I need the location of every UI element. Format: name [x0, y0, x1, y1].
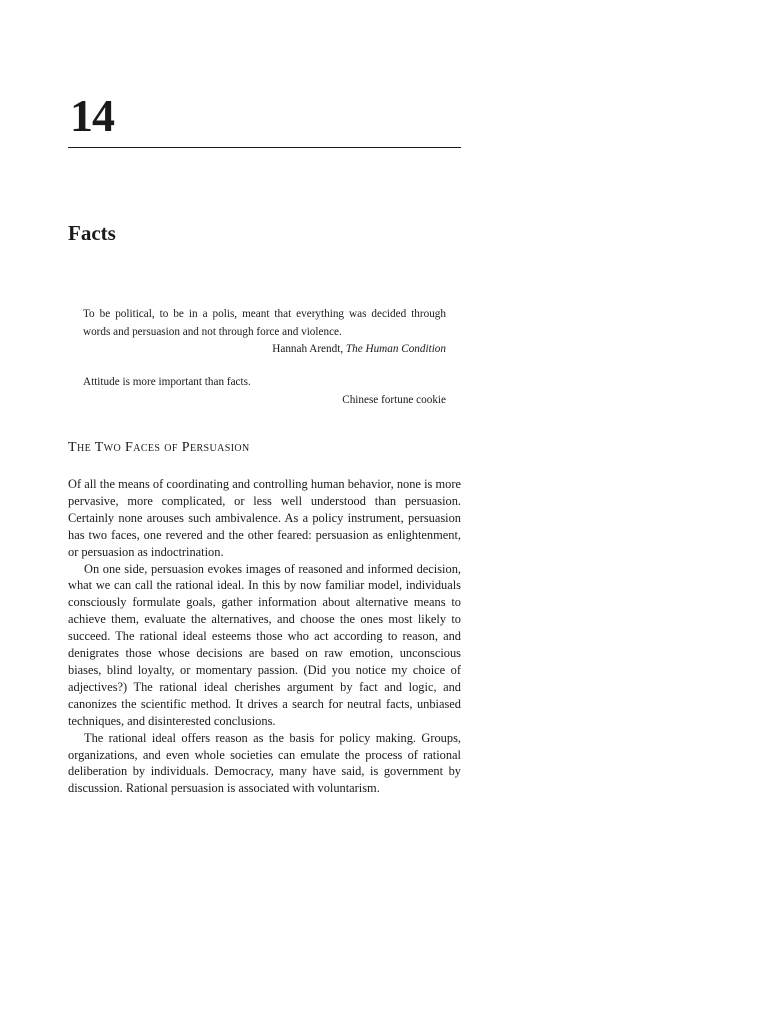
epigraph — [83, 306, 446, 359]
chapter-number: 14 — [70, 90, 114, 141]
book-page — [68, 0, 461, 1024]
body-text — [68, 476, 461, 797]
paragraph: The rational ideal offers reason as the basis for policy making. Groups, organizations, and even whole societies can emulate the process of rational deliberation by individuals. Democracy, many have said, is government by discussion. Rational persuasion is associated with voluntarism. — [68, 730, 461, 796]
chapter-rule — [68, 147, 461, 148]
epigraph — [83, 374, 446, 409]
epigraph-work: The Human Condition — [345, 343, 446, 355]
epigraph-attribution — [83, 392, 446, 410]
paragraph: Of all the means of coordinating and controlling human behavior, none is more pervasive, more complicated, or less well understood than persuasion. Certainly none arouses such ambivalence. As a policy instrument, persuasion has two faces, one revered and the other feared: persuasion as enlightenment, or persuasion as indoctrination. — [68, 477, 461, 559]
paragraph: On one side, persuasion evokes images of reasoned and informed decision, what we can call the rational ideal. In this by now familiar model, individuals consciously formulate goals, gather information about alternative means to achieve them, evaluate the alternatives, and choose the ones most likely to succeed. The rational ideal esteems those who act according to reason, and denigrates those whose decisions are based on raw emotion, unconscious biases, blind loyalty, or momentary passion. (Did you notice my choice of adjectives?) The rational ideal cherishes argument by fact and logic, and canonizes the scientific method. It drives a search for neutral facts, unbiased techniques, and disinterested conclusions. — [68, 561, 461, 728]
section-heading: The Two Faces of Persuasion — [68, 440, 250, 455]
epigraph-author: Chinese fortune cookie — [342, 393, 446, 406]
chapter-title: Facts — [68, 221, 116, 245]
epigraph-quote: Attitude is more important than facts. — [83, 376, 251, 388]
epigraph-quote: To be political, to be in a polis, meant that everything was decided through words and persuasion and not through force and violence. — [83, 308, 446, 338]
epigraph-author: Hannah Arendt, — [272, 343, 346, 355]
epigraph-attribution — [83, 341, 446, 359]
